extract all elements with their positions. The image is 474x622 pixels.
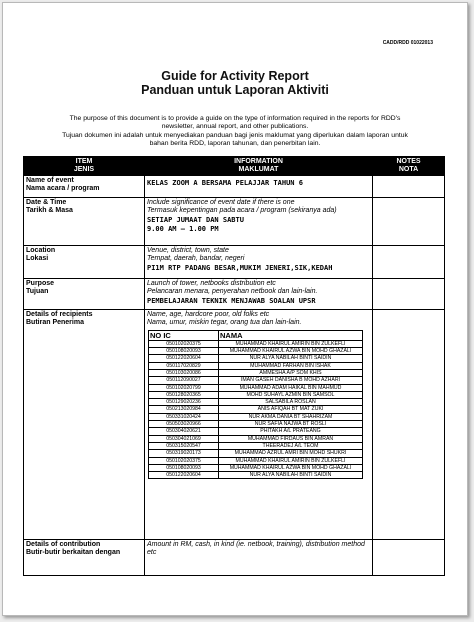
recipient-name: NUR ALYA NABILAH BINTI SAIDIN bbox=[219, 355, 363, 362]
event-answer: KELAS ZOOM A BERSAMA PELAJJAR TAHUN 6 bbox=[147, 179, 303, 187]
recipients-label-en: Details of recipients bbox=[26, 311, 93, 318]
recipients-guide-en: Name, age, hardcore poor, old folks etc bbox=[147, 311, 270, 318]
recipient-name: MUHAMMAD KHAIRUL AZWA BIN MOHD GHAZALI bbox=[219, 464, 363, 471]
table-row bbox=[149, 377, 363, 384]
recipient-ic: 050112090027 bbox=[149, 377, 219, 384]
recipient-ic: 050213020984 bbox=[149, 406, 219, 413]
table-row-event bbox=[24, 176, 445, 198]
recipient-ic: 050129020236 bbox=[149, 399, 219, 406]
header-info-ms: MAKLUMAT bbox=[238, 166, 279, 173]
recipients-col-ic: NO IC bbox=[149, 330, 219, 340]
table-row bbox=[149, 472, 363, 479]
recipient-name: MUHAMMAD FARHAN BIN ISHAK bbox=[219, 362, 363, 369]
table-row-recipients bbox=[24, 310, 445, 540]
recipient-ic: 050304020621 bbox=[149, 428, 219, 435]
table-row-purpose bbox=[24, 279, 445, 310]
header-item-en: ITEM bbox=[75, 158, 93, 165]
table-row bbox=[149, 348, 363, 355]
recipient-ic: 050103020086 bbox=[149, 370, 219, 377]
location-label-ms: Lokasi bbox=[26, 255, 49, 263]
recipient-name: MUHAMMAD AZRUL AMRI BIN MOHD SHUKRI bbox=[219, 450, 363, 457]
recipient-name: MUHAMMAD ADAM HAIKAL BIN MAHMUD bbox=[219, 384, 363, 391]
table-row-contribution bbox=[24, 540, 445, 576]
event-label-en: Name of event bbox=[26, 177, 74, 184]
table-row bbox=[149, 362, 363, 369]
purpose-answer: PEMBELAJARAN TEKNIK MENJAWAB SOALAN UPSR bbox=[147, 296, 316, 305]
recipient-name: IMAN GASEH DANISHA B MOHD AZHARI bbox=[219, 377, 363, 384]
header-info-en: INFORMATION bbox=[234, 158, 283, 165]
date-notes-cell bbox=[373, 198, 445, 246]
header-notes bbox=[373, 157, 445, 176]
recipient-ic: 050503020966 bbox=[149, 421, 219, 428]
recipient-ic: 050319020173 bbox=[149, 450, 219, 457]
table-row bbox=[149, 428, 363, 435]
recipient-ic: 050331020424 bbox=[149, 413, 219, 420]
location-answer: PI1M RTP PADANG BESAR,MUKIM JENERI,SIK,KEDAH bbox=[147, 263, 333, 272]
recipient-name: MUHAMMAD FIRDAUS BIN AMRAN bbox=[219, 435, 363, 442]
recipient-name: NUR SAFIA NAJWA BT ROSLI bbox=[219, 421, 363, 428]
title-malay: Panduan untuk Laporan Aktiviti bbox=[141, 83, 329, 97]
contribution-label-ms: Butir-butir berkaitan dengan bbox=[26, 549, 121, 557]
date-answer-time: 9.00 AM – 1.00 PM bbox=[147, 224, 219, 233]
recipient-ic: 050108020093 bbox=[149, 464, 219, 471]
purpose-guide-en: Launch of tower, netbooks distribution etc bbox=[147, 280, 276, 287]
table-row-date bbox=[24, 198, 445, 246]
event-label-ms: Nama acara / program bbox=[26, 185, 100, 193]
table-row bbox=[149, 370, 363, 377]
header-item bbox=[24, 157, 145, 176]
recipient-name: NUR AKMA DANIA BT SHAHRIZAM bbox=[219, 413, 363, 420]
location-guide-en: Venue, district, town, state bbox=[147, 247, 229, 254]
recipient-name: MUHAMMAD KHAIRUL AMIRIN BIN ZULKEFLI bbox=[219, 340, 363, 347]
recipient-name: SALSABILA ROSLAN bbox=[219, 399, 363, 406]
recipient-name: AMMESHA A/P SOM KHIS bbox=[219, 370, 363, 377]
recipients-header-row bbox=[149, 330, 363, 340]
table-row bbox=[149, 435, 363, 442]
table-row bbox=[149, 413, 363, 420]
purpose-label-en: Purpose bbox=[26, 280, 55, 287]
recipients-body bbox=[149, 340, 363, 479]
recipient-ic: 050304021069 bbox=[149, 435, 219, 442]
recipient-name: PHITAKH A/L PRATEANG bbox=[219, 428, 363, 435]
document-reference: CADD/RDD 01022013 bbox=[382, 40, 433, 46]
recipient-ic: 050102020799 bbox=[149, 384, 219, 391]
table-row bbox=[149, 464, 363, 471]
recipient-name: ANIS AFIQAH BT MAT ZUKI bbox=[219, 406, 363, 413]
contribution-notes-cell bbox=[373, 540, 445, 576]
header-notes-en: NOTES bbox=[396, 158, 421, 165]
date-guide-ms: Termasuk kepentingan pada acara / program (sekiranya ada) bbox=[147, 207, 337, 215]
date-guide-en: Include significance of event date if there is one bbox=[147, 199, 295, 206]
purpose-notes-cell bbox=[373, 279, 445, 310]
purpose-guide-ms: Pelancaran menara, penyerahan netbook dan lain-lain. bbox=[147, 288, 318, 296]
recipient-ic: 050108020093 bbox=[149, 348, 219, 355]
header-information bbox=[145, 157, 373, 176]
recipient-name: MUHAMMAD KHAIRUL AZWA BIN MOHD GHAZALI bbox=[219, 348, 363, 355]
table-header-row bbox=[24, 157, 445, 176]
recipients-label-ms: Butiran Penerima bbox=[26, 319, 84, 327]
header-notes-ms: NOTA bbox=[398, 166, 419, 173]
contribution-guide-en: Amount in RM, cash, in kind (ie. netbook, training), distribution method etc bbox=[147, 541, 365, 557]
location-notes-cell bbox=[373, 246, 445, 279]
recipient-ic: 050122020604 bbox=[149, 355, 219, 362]
table-row bbox=[149, 450, 363, 457]
table-row bbox=[149, 355, 363, 362]
recipient-ic: 050102020375 bbox=[149, 340, 219, 347]
recipients-notes-cell bbox=[373, 310, 445, 540]
event-notes-cell bbox=[373, 176, 445, 198]
table-row bbox=[149, 457, 363, 464]
recipient-name: THEERADEJ A/L TEOM bbox=[219, 442, 363, 449]
recipients-guide-ms: Nama, umur, miskin tegar, orang tua dan lain-lain. bbox=[147, 319, 302, 327]
table-row bbox=[149, 399, 363, 406]
activity-report-table bbox=[23, 156, 445, 576]
recipient-ic: 050102020375 bbox=[149, 457, 219, 464]
date-label-en: Date & Time bbox=[26, 199, 67, 206]
location-label-en: Location bbox=[26, 247, 56, 254]
recipients-table bbox=[148, 330, 363, 480]
table-row bbox=[149, 406, 363, 413]
recipient-ic: 050117020829 bbox=[149, 362, 219, 369]
table-row bbox=[149, 384, 363, 391]
intro-malay: Tujuan dokumen ini adalah untuk menyediakan panduan bagi jenis maklumat yang diperlukan dalam laporan untuk bahan berita RDD, laporan tahunan, dan penerbitan lain. bbox=[62, 132, 408, 148]
contribution-label-en: Details of contribution bbox=[26, 541, 101, 548]
recipient-ic: 050122020604 bbox=[149, 472, 219, 479]
header-item-ms: JENIS bbox=[73, 166, 95, 173]
recipient-ic: 050315020547 bbox=[149, 442, 219, 449]
recipient-name: NUR ALYA NABILAH BINTI SAIDIN bbox=[219, 472, 363, 479]
recipient-ic: 050128020365 bbox=[149, 391, 219, 398]
location-guide-ms: Tempat, daerah, bandar, negeri bbox=[147, 255, 245, 263]
document-page bbox=[2, 2, 468, 616]
recipient-name: MOHD SUHAYL AZMIN BIN SAMSOL bbox=[219, 391, 363, 398]
purpose-label-ms: Tujuan bbox=[26, 288, 49, 296]
table-row-location bbox=[24, 246, 445, 279]
date-label-ms: Tarikh & Masa bbox=[26, 207, 73, 215]
table-row bbox=[149, 421, 363, 428]
date-answer-days: SETIAP JUMAAT DAN SABTU bbox=[147, 215, 244, 224]
recipient-name: MUHAMMAD KHAIRUL AMIRIN BIN ZULKEFLI bbox=[219, 457, 363, 464]
intro-english: The purpose of this document is to provide a guide on the type of information required in the reports for RDD's newsletter, annual report, and other publications. bbox=[69, 115, 401, 131]
table-row bbox=[149, 391, 363, 398]
recipients-col-name: NAMA bbox=[219, 330, 363, 340]
table-row bbox=[149, 340, 363, 347]
table-row bbox=[149, 442, 363, 449]
title-english: Guide for Activity Report bbox=[161, 69, 309, 83]
